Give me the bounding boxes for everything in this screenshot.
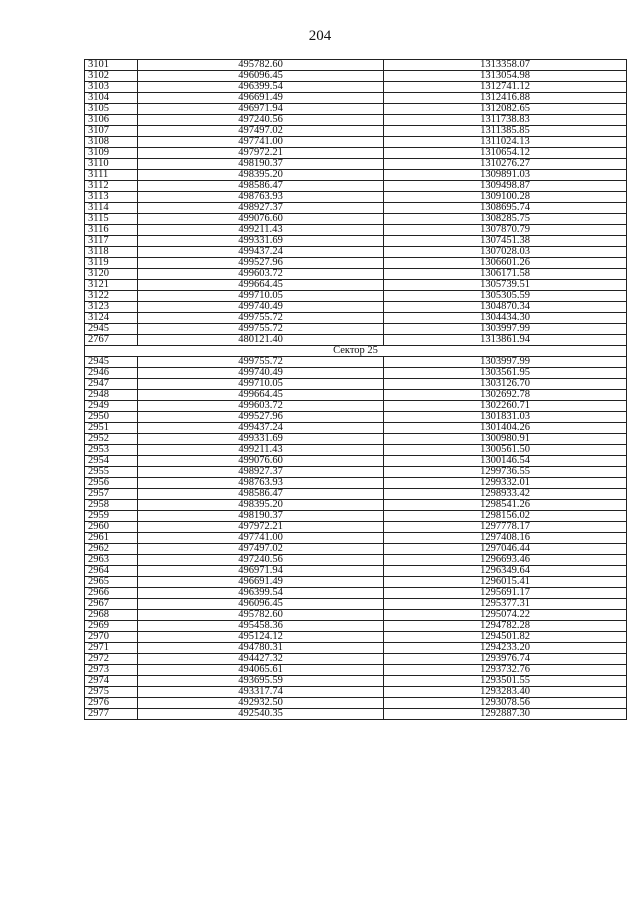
table-row bbox=[85, 236, 627, 247]
x-coordinate-cell: 499527.96 bbox=[138, 258, 384, 269]
x-coordinate-cell: 499740.49 bbox=[138, 302, 384, 313]
y-coordinate-cell: 1309498.87 bbox=[384, 181, 627, 192]
x-coordinate-cell: 497240.56 bbox=[138, 115, 384, 126]
y-coordinate-cell: 1310654.12 bbox=[384, 148, 627, 159]
table-row bbox=[85, 324, 627, 335]
table-row bbox=[85, 423, 627, 434]
y-coordinate-cell: 1306171.58 bbox=[384, 269, 627, 280]
x-coordinate-cell: 499527.96 bbox=[138, 412, 384, 423]
y-coordinate-cell: 1313054.98 bbox=[384, 71, 627, 82]
section-header-row bbox=[85, 346, 627, 357]
y-coordinate-cell: 1312416.88 bbox=[384, 93, 627, 104]
point-number-cell: 2962 bbox=[85, 544, 138, 555]
point-number-cell: 2974 bbox=[85, 676, 138, 687]
x-coordinate-cell: 499211.43 bbox=[138, 445, 384, 456]
x-coordinate-cell: 498763.93 bbox=[138, 192, 384, 203]
point-number-cell: 2953 bbox=[85, 445, 138, 456]
x-coordinate-cell: 495782.60 bbox=[138, 60, 384, 71]
x-coordinate-cell: 497741.00 bbox=[138, 533, 384, 544]
point-number-cell: 3123 bbox=[85, 302, 138, 313]
y-coordinate-cell: 1299736.55 bbox=[384, 467, 627, 478]
table-row bbox=[85, 566, 627, 577]
x-coordinate-cell: 498927.37 bbox=[138, 203, 384, 214]
table-row bbox=[85, 225, 627, 236]
y-coordinate-cell: 1308695.74 bbox=[384, 203, 627, 214]
table-row bbox=[85, 533, 627, 544]
x-coordinate-cell: 496399.54 bbox=[138, 82, 384, 93]
y-coordinate-cell: 1309891.03 bbox=[384, 170, 627, 181]
point-number-cell: 2948 bbox=[85, 390, 138, 401]
coordinates-rows-before-section bbox=[85, 60, 627, 346]
table-row bbox=[85, 434, 627, 445]
y-coordinate-cell: 1312741.12 bbox=[384, 82, 627, 93]
table-row bbox=[85, 522, 627, 533]
y-coordinate-cell: 1296015.41 bbox=[384, 577, 627, 588]
table-row bbox=[85, 665, 627, 676]
x-coordinate-cell: 496096.45 bbox=[138, 71, 384, 82]
point-number-cell: 3103 bbox=[85, 82, 138, 93]
y-coordinate-cell: 1297408.16 bbox=[384, 533, 627, 544]
table-row bbox=[85, 357, 627, 368]
table-row bbox=[85, 291, 627, 302]
point-number-cell: 3106 bbox=[85, 115, 138, 126]
point-number-cell: 2946 bbox=[85, 368, 138, 379]
y-coordinate-cell: 1305305.59 bbox=[384, 291, 627, 302]
table-row bbox=[85, 313, 627, 324]
x-coordinate-cell: 497741.00 bbox=[138, 137, 384, 148]
y-coordinate-cell: 1303997.99 bbox=[384, 357, 627, 368]
table-row bbox=[85, 709, 627, 720]
table-row bbox=[85, 676, 627, 687]
table-row bbox=[85, 148, 627, 159]
point-number-cell: 2966 bbox=[85, 588, 138, 599]
point-number-cell: 2949 bbox=[85, 401, 138, 412]
point-number-cell: 2975 bbox=[85, 687, 138, 698]
table-row bbox=[85, 610, 627, 621]
point-number-cell: 2951 bbox=[85, 423, 138, 434]
table-row bbox=[85, 159, 627, 170]
point-number-cell: 2961 bbox=[85, 533, 138, 544]
x-coordinate-cell: 499211.43 bbox=[138, 225, 384, 236]
table-row bbox=[85, 643, 627, 654]
table-row bbox=[85, 654, 627, 665]
x-coordinate-cell: 497240.56 bbox=[138, 555, 384, 566]
x-coordinate-cell: 496971.94 bbox=[138, 104, 384, 115]
x-coordinate-cell: 499331.69 bbox=[138, 236, 384, 247]
table-row bbox=[85, 60, 627, 71]
table-row bbox=[85, 401, 627, 412]
x-coordinate-cell: 497497.02 bbox=[138, 544, 384, 555]
x-coordinate-cell: 498586.47 bbox=[138, 181, 384, 192]
y-coordinate-cell: 1298541.26 bbox=[384, 500, 627, 511]
x-coordinate-cell: 498586.47 bbox=[138, 489, 384, 500]
y-coordinate-cell: 1302692.78 bbox=[384, 390, 627, 401]
y-coordinate-cell: 1300146.54 bbox=[384, 456, 627, 467]
x-coordinate-cell: 499755.72 bbox=[138, 324, 384, 335]
table-row bbox=[85, 588, 627, 599]
y-coordinate-cell: 1297778.17 bbox=[384, 522, 627, 533]
point-number-cell: 2958 bbox=[85, 500, 138, 511]
table-row bbox=[85, 511, 627, 522]
y-coordinate-cell: 1293732.76 bbox=[384, 665, 627, 676]
point-number-cell: 2963 bbox=[85, 555, 138, 566]
x-coordinate-cell: 497972.21 bbox=[138, 148, 384, 159]
x-coordinate-cell: 499603.72 bbox=[138, 401, 384, 412]
x-coordinate-cell: 498927.37 bbox=[138, 467, 384, 478]
point-number-cell: 3111 bbox=[85, 170, 138, 181]
y-coordinate-cell: 1300561.50 bbox=[384, 445, 627, 456]
point-number-cell: 3121 bbox=[85, 280, 138, 291]
section-header-label: Сектор 25 bbox=[85, 346, 627, 357]
x-coordinate-cell: 495458.36 bbox=[138, 621, 384, 632]
x-coordinate-cell: 498395.20 bbox=[138, 500, 384, 511]
y-coordinate-cell: 1309100.28 bbox=[384, 192, 627, 203]
y-coordinate-cell: 1306601.26 bbox=[384, 258, 627, 269]
point-number-cell: 2965 bbox=[85, 577, 138, 588]
x-coordinate-cell: 498395.20 bbox=[138, 170, 384, 181]
x-coordinate-cell: 499755.72 bbox=[138, 313, 384, 324]
y-coordinate-cell: 1295377.31 bbox=[384, 599, 627, 610]
table-row bbox=[85, 203, 627, 214]
point-number-cell: 2968 bbox=[85, 610, 138, 621]
point-number-cell: 3110 bbox=[85, 159, 138, 170]
table-row bbox=[85, 500, 627, 511]
y-coordinate-cell: 1311024.13 bbox=[384, 137, 627, 148]
point-number-cell: 2964 bbox=[85, 566, 138, 577]
x-coordinate-cell: 499076.60 bbox=[138, 456, 384, 467]
point-number-cell: 3116 bbox=[85, 225, 138, 236]
y-coordinate-cell: 1293078.56 bbox=[384, 698, 627, 709]
point-number-cell: 2977 bbox=[85, 709, 138, 720]
y-coordinate-cell: 1298156.02 bbox=[384, 511, 627, 522]
x-coordinate-cell: 498763.93 bbox=[138, 478, 384, 489]
point-number-cell: 2950 bbox=[85, 412, 138, 423]
y-coordinate-cell: 1293976.74 bbox=[384, 654, 627, 665]
x-coordinate-cell: 498190.37 bbox=[138, 159, 384, 170]
point-number-cell: 2967 bbox=[85, 599, 138, 610]
y-coordinate-cell: 1307028.03 bbox=[384, 247, 627, 258]
x-coordinate-cell: 492932.50 bbox=[138, 698, 384, 709]
point-number-cell: 2767 bbox=[85, 335, 138, 346]
table-row bbox=[85, 302, 627, 313]
point-number-cell: 3101 bbox=[85, 60, 138, 71]
y-coordinate-cell: 1293283.40 bbox=[384, 687, 627, 698]
table-row bbox=[85, 192, 627, 203]
table-row bbox=[85, 214, 627, 225]
table-row bbox=[85, 71, 627, 82]
y-coordinate-cell: 1313358.07 bbox=[384, 60, 627, 71]
table-row bbox=[85, 698, 627, 709]
x-coordinate-cell: 499076.60 bbox=[138, 214, 384, 225]
table-row bbox=[85, 82, 627, 93]
y-coordinate-cell: 1303126.70 bbox=[384, 379, 627, 390]
y-coordinate-cell: 1312082.65 bbox=[384, 104, 627, 115]
table-row bbox=[85, 269, 627, 280]
point-number-cell: 3113 bbox=[85, 192, 138, 203]
point-number-cell: 3114 bbox=[85, 203, 138, 214]
y-coordinate-cell: 1313861.94 bbox=[384, 335, 627, 346]
x-coordinate-cell: 496399.54 bbox=[138, 588, 384, 599]
table-row bbox=[85, 687, 627, 698]
table-row bbox=[85, 467, 627, 478]
x-coordinate-cell: 499664.45 bbox=[138, 390, 384, 401]
y-coordinate-cell: 1311385.85 bbox=[384, 126, 627, 137]
table-row bbox=[85, 170, 627, 181]
y-coordinate-cell: 1295074.22 bbox=[384, 610, 627, 621]
table-row bbox=[85, 379, 627, 390]
coordinates-table bbox=[84, 59, 627, 720]
y-coordinate-cell: 1307451.38 bbox=[384, 236, 627, 247]
page-number: 204 bbox=[308, 28, 332, 44]
table-row bbox=[85, 489, 627, 500]
y-coordinate-cell: 1311738.83 bbox=[384, 115, 627, 126]
x-coordinate-cell: 496691.49 bbox=[138, 577, 384, 588]
x-coordinate-cell: 499755.72 bbox=[138, 357, 384, 368]
point-number-cell: 2972 bbox=[85, 654, 138, 665]
table-row bbox=[85, 445, 627, 456]
point-number-cell: 2957 bbox=[85, 489, 138, 500]
y-coordinate-cell: 1304434.30 bbox=[384, 313, 627, 324]
point-number-cell: 3104 bbox=[85, 93, 138, 104]
point-number-cell: 2952 bbox=[85, 434, 138, 445]
y-coordinate-cell: 1303561.95 bbox=[384, 368, 627, 379]
x-coordinate-cell: 499710.05 bbox=[138, 291, 384, 302]
point-number-cell: 2959 bbox=[85, 511, 138, 522]
y-coordinate-cell: 1299332.01 bbox=[384, 478, 627, 489]
y-coordinate-cell: 1296349.64 bbox=[384, 566, 627, 577]
x-coordinate-cell: 497497.02 bbox=[138, 126, 384, 137]
point-number-cell: 3120 bbox=[85, 269, 138, 280]
y-coordinate-cell: 1294501.82 bbox=[384, 632, 627, 643]
point-number-cell: 3124 bbox=[85, 313, 138, 324]
point-number-cell: 3105 bbox=[85, 104, 138, 115]
y-coordinate-cell: 1294782.28 bbox=[384, 621, 627, 632]
x-coordinate-cell: 498190.37 bbox=[138, 511, 384, 522]
point-number-cell: 2970 bbox=[85, 632, 138, 643]
y-coordinate-cell: 1310276.27 bbox=[384, 159, 627, 170]
table-row bbox=[85, 258, 627, 269]
y-coordinate-cell: 1302260.71 bbox=[384, 401, 627, 412]
point-number-cell: 3109 bbox=[85, 148, 138, 159]
table-row bbox=[85, 577, 627, 588]
y-coordinate-cell: 1304870.34 bbox=[384, 302, 627, 313]
point-number-cell: 2969 bbox=[85, 621, 138, 632]
x-coordinate-cell: 493317.74 bbox=[138, 687, 384, 698]
y-coordinate-cell: 1297046.44 bbox=[384, 544, 627, 555]
x-coordinate-cell: 492540.35 bbox=[138, 709, 384, 720]
point-number-cell: 3122 bbox=[85, 291, 138, 302]
table-row bbox=[85, 632, 627, 643]
table-row bbox=[85, 555, 627, 566]
x-coordinate-cell: 494780.31 bbox=[138, 643, 384, 654]
y-coordinate-cell: 1303997.99 bbox=[384, 324, 627, 335]
point-number-cell: 2956 bbox=[85, 478, 138, 489]
point-number-cell: 2976 bbox=[85, 698, 138, 709]
y-coordinate-cell: 1296693.46 bbox=[384, 555, 627, 566]
x-coordinate-cell: 499603.72 bbox=[138, 269, 384, 280]
point-number-cell: 2973 bbox=[85, 665, 138, 676]
y-coordinate-cell: 1308285.75 bbox=[384, 214, 627, 225]
x-coordinate-cell: 499740.49 bbox=[138, 368, 384, 379]
table-row bbox=[85, 93, 627, 104]
point-number-cell: 2954 bbox=[85, 456, 138, 467]
point-number-cell: 2945 bbox=[85, 357, 138, 368]
table-row bbox=[85, 456, 627, 467]
y-coordinate-cell: 1301404.26 bbox=[384, 423, 627, 434]
x-coordinate-cell: 497972.21 bbox=[138, 522, 384, 533]
table-row bbox=[85, 181, 627, 192]
x-coordinate-cell: 496096.45 bbox=[138, 599, 384, 610]
x-coordinate-cell: 494427.32 bbox=[138, 654, 384, 665]
table-row bbox=[85, 412, 627, 423]
y-coordinate-cell: 1307870.79 bbox=[384, 225, 627, 236]
point-number-cell: 3102 bbox=[85, 71, 138, 82]
x-coordinate-cell: 495124.12 bbox=[138, 632, 384, 643]
table-row bbox=[85, 104, 627, 115]
table-row bbox=[85, 137, 627, 148]
x-coordinate-cell: 496971.94 bbox=[138, 566, 384, 577]
table-row bbox=[85, 280, 627, 291]
table-row bbox=[85, 115, 627, 126]
point-number-cell: 3117 bbox=[85, 236, 138, 247]
x-coordinate-cell: 499437.24 bbox=[138, 247, 384, 258]
section-header-group bbox=[85, 346, 627, 357]
table-row bbox=[85, 599, 627, 610]
point-number-cell: 3107 bbox=[85, 126, 138, 137]
point-number-cell: 2945 bbox=[85, 324, 138, 335]
x-coordinate-cell: 495782.60 bbox=[138, 610, 384, 621]
x-coordinate-cell: 494065.61 bbox=[138, 665, 384, 676]
point-number-cell: 2971 bbox=[85, 643, 138, 654]
point-number-cell: 2955 bbox=[85, 467, 138, 478]
point-number-cell: 3115 bbox=[85, 214, 138, 225]
table-row bbox=[85, 621, 627, 632]
y-coordinate-cell: 1298933.42 bbox=[384, 489, 627, 500]
point-number-cell: 2947 bbox=[85, 379, 138, 390]
y-coordinate-cell: 1294233.20 bbox=[384, 643, 627, 654]
y-coordinate-cell: 1295691.17 bbox=[384, 588, 627, 599]
point-number-cell: 3118 bbox=[85, 247, 138, 258]
table-row bbox=[85, 126, 627, 137]
y-coordinate-cell: 1292887.30 bbox=[384, 709, 627, 720]
table-row bbox=[85, 478, 627, 489]
table-row bbox=[85, 368, 627, 379]
y-coordinate-cell: 1300980.91 bbox=[384, 434, 627, 445]
x-coordinate-cell: 499710.05 bbox=[138, 379, 384, 390]
table-row bbox=[85, 390, 627, 401]
table-row bbox=[85, 335, 627, 346]
y-coordinate-cell: 1293501.55 bbox=[384, 676, 627, 687]
coordinates-rows-sector-25 bbox=[85, 357, 627, 720]
x-coordinate-cell: 493695.59 bbox=[138, 676, 384, 687]
point-number-cell: 3119 bbox=[85, 258, 138, 269]
x-coordinate-cell: 480121.40 bbox=[138, 335, 384, 346]
point-number-cell: 3112 bbox=[85, 181, 138, 192]
x-coordinate-cell: 496691.49 bbox=[138, 93, 384, 104]
point-number-cell: 2960 bbox=[85, 522, 138, 533]
table-row bbox=[85, 544, 627, 555]
x-coordinate-cell: 499331.69 bbox=[138, 434, 384, 445]
x-coordinate-cell: 499664.45 bbox=[138, 280, 384, 291]
y-coordinate-cell: 1305739.51 bbox=[384, 280, 627, 291]
point-number-cell: 3108 bbox=[85, 137, 138, 148]
y-coordinate-cell: 1301831.03 bbox=[384, 412, 627, 423]
table-row bbox=[85, 247, 627, 258]
x-coordinate-cell: 499437.24 bbox=[138, 423, 384, 434]
